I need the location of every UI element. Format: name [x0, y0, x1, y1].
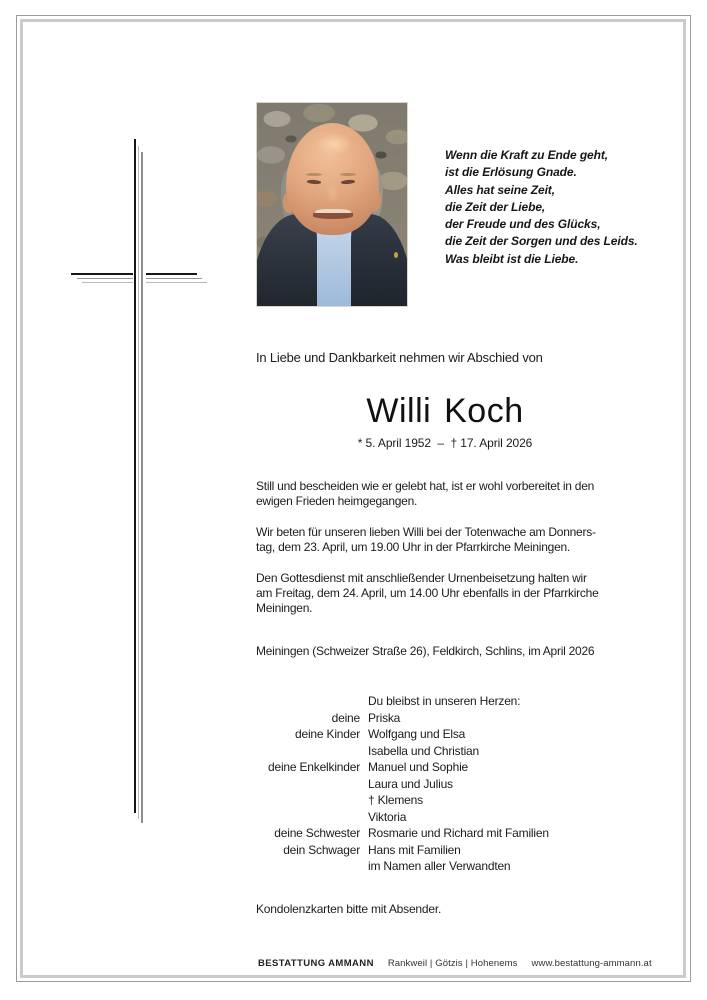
family-relation-label	[256, 792, 360, 809]
paragraph	[256, 525, 599, 556]
cross-line	[134, 139, 136, 813]
funeral-home-website: www.bestattung-ammann.at	[531, 958, 652, 969]
family-member-names: † Klemens	[368, 793, 423, 807]
cross-line	[146, 282, 207, 283]
family-row	[256, 726, 549, 743]
family-relation-label	[256, 809, 360, 826]
text-line: Alles hat seine Zeit,	[445, 182, 555, 197]
funeral-home-brand	[258, 958, 374, 969]
family-row	[256, 792, 549, 809]
family-member-names: Wolfgang und Elsa	[368, 727, 466, 741]
text-line: Was bleibt ist die Liebe.	[445, 251, 579, 266]
family-member-names: Manuel und Sophie	[368, 760, 469, 774]
text-line: tag, dem 23. April, um 19.00 Uhr in der Pfarrkirche Meiningen.	[256, 540, 570, 555]
family-row	[256, 825, 549, 842]
family-member-names: Laura und Julius	[368, 776, 453, 791]
cross-line	[138, 146, 140, 819]
funeral-home-footer	[258, 958, 652, 969]
brand-word-bestattung: BESTATTUNG	[258, 958, 326, 969]
family-list-title: Du bleibst in unseren Herzen:	[368, 694, 521, 708]
funeral-home-locations: Rankweil | Götzis | Hohenems	[387, 958, 518, 969]
family-list	[256, 693, 549, 875]
family-member-names: im Namen aller Verwandten	[368, 859, 511, 873]
farewell-intro: In Liebe und Dankbarkeit nehmen wir Abschied von	[256, 350, 543, 365]
nose	[326, 181, 339, 203]
condolence-note: Kondolenzkarten bitte mit Absender.	[256, 902, 442, 916]
text-line: ewigen Frieden heimgegangen.	[256, 494, 418, 509]
family-relation-label: deine Kinder	[295, 727, 360, 741]
family-member-names: Hans mit Familien	[368, 842, 461, 857]
paragraph	[256, 479, 599, 510]
family-row	[256, 809, 549, 826]
family-row	[256, 776, 549, 793]
cross-line	[146, 273, 197, 275]
eye	[307, 180, 321, 184]
eyebrow	[340, 173, 356, 176]
lapel-pin	[394, 252, 398, 258]
text-line: Still und bescheiden wie er gelebt hat, ist er wohl vorbereitet in den	[256, 479, 595, 493]
deceased-name: Willi Koch	[366, 392, 524, 430]
family-relation-label	[256, 743, 360, 760]
family-rows	[256, 710, 549, 875]
cross-line	[71, 273, 133, 275]
text-line: Wenn die Kraft zu Ende geht,	[445, 148, 608, 162]
birth-death-dates: * 5. April 1952 – † 17. April 2026	[357, 436, 533, 450]
family-row	[256, 858, 549, 875]
text-line: Den Gottesdienst mit anschließender Urnenbeisetzung halten wir	[256, 570, 587, 585]
location-date-line: Meiningen (Schweizer Straße 26), Feldkirch, Schlins, im April 2026	[256, 644, 595, 658]
portrait-photo	[257, 103, 407, 306]
family-row	[256, 842, 549, 859]
text-line: Wir beten für unseren lieben Willi bei der Totenwache am Donners-	[256, 524, 596, 539]
text-line: der Freude und des Glücks,	[445, 217, 601, 232]
family-row	[256, 743, 549, 760]
family-relation-label: dein Schwager	[283, 842, 360, 857]
announcement-paragraphs	[256, 479, 599, 632]
cross-line	[82, 282, 133, 283]
memorial-poem	[445, 147, 638, 268]
family-member-names: Isabella und Christian	[368, 743, 480, 758]
cross-line	[141, 152, 143, 823]
eye	[341, 180, 355, 184]
mouth	[313, 213, 353, 219]
family-relation-label: deine Enkelkinder	[268, 760, 360, 774]
forehead-highlight	[316, 133, 352, 155]
cross-line	[146, 278, 202, 279]
family-relation-label	[256, 776, 360, 793]
text-line: am Freitag, dem 24. April, um 14.00 Uhr ebenfalls in der Pfarrkirche	[256, 586, 599, 601]
family-member-names: Rosmarie und Richard mit Familien	[368, 826, 549, 840]
cross-line	[77, 278, 133, 279]
text-line: Meiningen.	[256, 601, 313, 616]
family-relation-label: deine Schwester	[274, 826, 360, 840]
family-row	[256, 710, 549, 727]
family-relation-label: deine	[331, 710, 360, 725]
brand-word-ammann: AMMANN	[328, 958, 374, 969]
family-member-names: Priska	[368, 710, 401, 725]
family-member-names: Viktoria	[368, 809, 407, 824]
family-relation-label	[256, 858, 360, 875]
text-line: die Zeit der Liebe,	[445, 199, 546, 214]
paragraph	[256, 571, 599, 617]
eyebrow	[306, 173, 322, 176]
text-line: ist die Erlösung Gnade.	[445, 165, 577, 180]
text-line: die Zeit der Sorgen und des Leids.	[445, 234, 638, 249]
family-row	[256, 759, 549, 776]
